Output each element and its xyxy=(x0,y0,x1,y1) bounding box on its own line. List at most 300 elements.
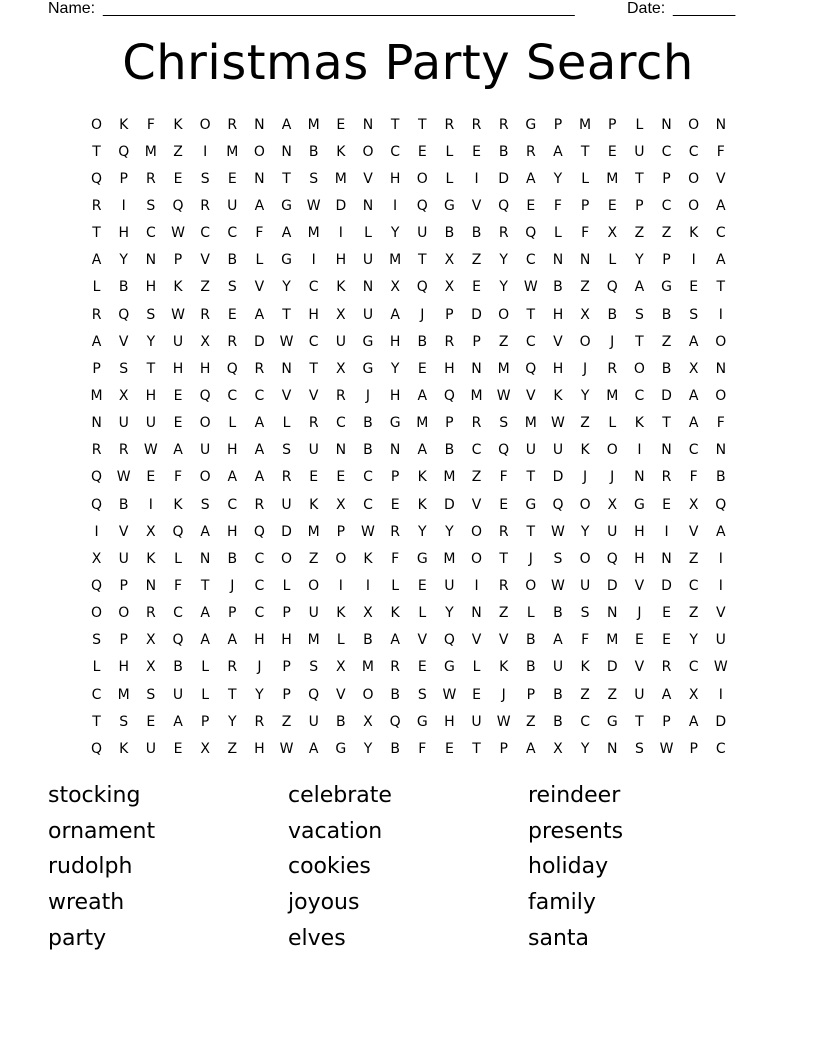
grid-letter: K xyxy=(119,740,129,757)
grid-letter: Q xyxy=(226,360,238,377)
grid-letter: X xyxy=(444,252,455,269)
grid-letter: H xyxy=(254,632,265,649)
grid-letter: T xyxy=(282,170,291,187)
grid-letter: D xyxy=(552,469,564,486)
grid-letter: D xyxy=(281,523,292,540)
grid-letter: X xyxy=(444,279,455,296)
grid-letter: K xyxy=(336,143,346,160)
grid-letter: K xyxy=(553,387,563,404)
grid-letter: K xyxy=(173,279,183,296)
grid-letter: N xyxy=(362,116,374,133)
grid-letter: R xyxy=(661,659,672,676)
grid-letter: H xyxy=(254,740,265,757)
grid-letter: S xyxy=(227,279,237,296)
grid-letter: A xyxy=(200,605,210,622)
grid-letter: E xyxy=(173,170,183,187)
grid-letter: V xyxy=(118,333,129,350)
grid-letter: P xyxy=(200,713,210,730)
grid-letter: D xyxy=(661,387,672,404)
grid-letter: U xyxy=(417,225,428,242)
grid-letter: L xyxy=(608,252,617,269)
grid-letter: C xyxy=(173,605,183,622)
grid-letter: Y xyxy=(363,740,373,757)
grid-letter: E xyxy=(417,659,427,676)
grid-letter: E xyxy=(227,306,237,323)
grid-letter: S xyxy=(553,550,563,567)
grid-letter: F xyxy=(418,740,427,757)
grid-letter: S xyxy=(634,740,644,757)
grid-letter: R xyxy=(471,415,482,432)
grid-letter: R xyxy=(118,442,129,459)
grid-letter: M xyxy=(334,170,347,187)
grid-letter: A xyxy=(200,523,210,540)
grid-letter: Q xyxy=(91,577,103,594)
grid-letter: R xyxy=(607,360,618,377)
grid-letter: U xyxy=(552,442,564,459)
grid-letter: X xyxy=(200,740,210,757)
grid-letter: C xyxy=(254,577,265,594)
grid-letter: M xyxy=(361,659,375,676)
grid-letter: V xyxy=(716,605,726,622)
grid-letter: P xyxy=(526,686,536,703)
grid-letter: P xyxy=(553,116,563,133)
grid-letter: H xyxy=(145,279,157,296)
grid-letter: C xyxy=(363,496,373,513)
grid-letter: O xyxy=(525,577,537,594)
grid-letter: R xyxy=(471,116,482,133)
grid-letter: M xyxy=(226,143,239,160)
grid-letter: A xyxy=(227,632,238,649)
grid-letter: E xyxy=(607,143,617,160)
grid-letter: T xyxy=(580,143,590,160)
grid-letter: C xyxy=(580,713,590,730)
grid-letter: G xyxy=(443,197,455,214)
grid-letter: R xyxy=(444,116,455,133)
grid-letter: R xyxy=(200,306,210,323)
grid-letter: O xyxy=(688,197,700,214)
grid-letter: A xyxy=(308,740,319,757)
grid-letter: B xyxy=(390,686,400,703)
grid-letter: H xyxy=(444,360,455,377)
grid-letter: S xyxy=(417,686,427,703)
grid-letter: X xyxy=(91,550,102,567)
grid-letter: J xyxy=(257,659,262,676)
grid-letter: Z xyxy=(498,333,509,350)
grid-letter: B xyxy=(553,279,563,296)
word-list xyxy=(48,779,768,957)
grid-letter: O xyxy=(91,605,103,622)
grid-letter: M xyxy=(389,252,402,269)
grid-letter: R xyxy=(227,333,238,350)
grid-letter: O xyxy=(91,116,103,133)
grid-letter: P xyxy=(445,415,454,432)
grid-letter: X xyxy=(200,333,210,350)
grid-letter: K xyxy=(390,605,400,622)
grid-letter: Q xyxy=(118,143,130,160)
grid-letter: Z xyxy=(200,279,210,296)
grid-letter: T xyxy=(92,225,101,242)
grid-letter: T xyxy=(227,686,237,703)
grid-letter: V xyxy=(200,252,210,269)
grid-letter: F xyxy=(581,632,590,649)
grid-letter: E xyxy=(173,415,183,432)
grid-letter: I xyxy=(718,306,723,323)
grid-letter: N xyxy=(145,252,157,269)
grid-letter: K xyxy=(309,496,319,513)
grid-letter: U xyxy=(335,333,346,350)
grid-letter: Y xyxy=(227,713,237,730)
grid-letter: B xyxy=(444,442,455,459)
grid-letter: A xyxy=(254,197,265,214)
grid-letter: P xyxy=(119,632,128,649)
grid-letter: T xyxy=(417,116,427,133)
grid-letter: Z xyxy=(661,225,672,242)
grid-letter: A xyxy=(661,686,672,703)
grid-letter: O xyxy=(199,469,211,486)
grid-letter: A xyxy=(227,469,238,486)
date-label: Date: xyxy=(627,0,666,17)
grid-letter: F xyxy=(553,197,562,214)
grid-letter: U xyxy=(200,442,211,459)
grid-letter: O xyxy=(606,442,618,459)
grid-letter: A xyxy=(390,306,400,323)
grid-letter: E xyxy=(336,116,346,133)
grid-letter: U xyxy=(525,442,536,459)
grid-letter: C xyxy=(688,442,699,459)
grid-letter: E xyxy=(662,632,671,649)
grid-letter: T xyxy=(309,360,318,377)
grid-letter: C xyxy=(227,496,238,513)
grid-letter: D xyxy=(606,659,618,676)
grid-letter: I xyxy=(718,550,723,567)
grid-letter: N xyxy=(471,605,482,622)
grid-letter: A xyxy=(716,523,726,540)
grid-letter: H xyxy=(552,360,564,377)
grid-letter: Z xyxy=(688,605,699,622)
grid-letter: G xyxy=(416,550,428,567)
grid-letter: A xyxy=(688,333,699,350)
grid-letter: C xyxy=(715,740,726,757)
grid-letter: X xyxy=(390,279,400,296)
grid-letter: N xyxy=(254,170,265,187)
grid-letter: B xyxy=(526,659,536,676)
grid-letter: M xyxy=(606,632,619,649)
grid-letter: X xyxy=(363,605,373,622)
grid-letter: Q xyxy=(443,387,455,404)
grid-letter: Q xyxy=(253,523,265,540)
grid-letter: Z xyxy=(661,333,672,350)
grid-letter: U xyxy=(634,686,645,703)
grid-letter: A xyxy=(254,415,265,432)
grid-letter: Y xyxy=(499,279,508,296)
grid-letter: Q xyxy=(91,496,103,513)
grid-letter: B xyxy=(661,360,672,377)
grid-letter: U xyxy=(308,605,319,622)
grid-letter: J xyxy=(610,333,615,350)
grid-letter: P xyxy=(662,713,671,730)
grid-letter: T xyxy=(92,713,101,730)
grid-letter: Q xyxy=(91,469,103,486)
grid-letter: M xyxy=(144,143,157,160)
grid-letter: I xyxy=(148,496,153,513)
grid-letter: H xyxy=(118,225,129,242)
grid-letter: I xyxy=(691,252,696,269)
grid-letter: Z xyxy=(227,740,238,757)
word-list-item: vacation xyxy=(288,818,383,844)
grid-letter: I xyxy=(718,686,723,703)
grid-letter: Q xyxy=(91,170,103,187)
grid-letter: Q xyxy=(498,197,510,214)
grid-letter: C xyxy=(254,387,265,404)
grid-letter: A xyxy=(173,713,183,730)
grid-letter: W xyxy=(306,197,321,214)
grid-letter: V xyxy=(471,632,482,649)
grid-letter: L xyxy=(526,605,535,622)
grid-letter: V xyxy=(363,170,373,187)
grid-letter: U xyxy=(118,550,129,567)
grid-letter: N xyxy=(634,469,645,486)
grid-letter: M xyxy=(117,686,130,703)
grid-letter: E xyxy=(146,713,156,730)
grid-letter: X xyxy=(336,306,346,323)
grid-letter: L xyxy=(418,605,427,622)
grid-letter: T xyxy=(472,740,481,757)
grid-letter: F xyxy=(716,415,725,432)
grid-letter: N xyxy=(389,442,401,459)
word-list-item: elves xyxy=(288,925,346,951)
grid-letter: J xyxy=(528,550,533,567)
grid-letter: Y xyxy=(580,740,590,757)
grid-letter: F xyxy=(146,116,155,133)
grid-letter: X xyxy=(336,360,346,377)
grid-letter: X xyxy=(607,496,618,513)
grid-letter: M xyxy=(470,387,483,404)
grid-letter: M xyxy=(307,632,320,649)
grid-letter: W xyxy=(551,415,565,432)
grid-letter: G xyxy=(335,740,347,757)
grid-letter: J xyxy=(583,360,588,377)
grid-letter: A xyxy=(526,740,536,757)
grid-letter: E xyxy=(336,469,346,486)
grid-letter: Q xyxy=(199,387,211,404)
grid-letter: J xyxy=(637,605,642,622)
grid-letter: K xyxy=(173,496,183,513)
grid-letter: X xyxy=(580,306,590,323)
grid-letter: O xyxy=(715,387,727,404)
grid-letter: K xyxy=(146,550,156,567)
grid-letter: C xyxy=(200,225,211,242)
grid-letter: K xyxy=(336,605,346,622)
grid-letter: T xyxy=(635,713,644,730)
grid-letter: K xyxy=(634,415,644,432)
grid-letter: N xyxy=(254,116,265,133)
word-list-item: wreath xyxy=(48,890,125,916)
grid-letter: R xyxy=(281,469,292,486)
grid-letter: G xyxy=(281,197,292,214)
grid-letter: K xyxy=(417,496,427,513)
grid-letter: P xyxy=(635,197,644,214)
grid-letter: W xyxy=(279,740,294,757)
grid-letter: T xyxy=(635,333,644,350)
grid-letter: B xyxy=(308,143,319,160)
grid-letter: P xyxy=(282,605,291,622)
grid-letter: P xyxy=(173,252,183,269)
grid-letter: M xyxy=(416,415,429,432)
grid-letter: R xyxy=(91,197,102,214)
grid-letter: B xyxy=(553,713,563,730)
grid-letter: V xyxy=(336,686,346,703)
grid-letter: A xyxy=(254,306,265,323)
grid-letter: V xyxy=(471,496,482,513)
grid-letter: Q xyxy=(172,523,184,540)
grid-letter: B xyxy=(553,605,563,622)
grid-letter: E xyxy=(417,143,427,160)
grid-letter: J xyxy=(365,387,371,404)
grid-letter: A xyxy=(634,279,645,296)
grid-letter: N xyxy=(715,116,727,133)
grid-letter: S xyxy=(309,659,319,676)
grid-letter: Z xyxy=(580,279,590,296)
grid-letter: O xyxy=(118,605,130,622)
grid-letter: Z xyxy=(173,143,183,160)
grid-letter: O xyxy=(253,143,265,160)
grid-letter: N xyxy=(715,442,727,459)
grid-letter: T xyxy=(146,360,156,377)
grid-letter: I xyxy=(311,252,316,269)
grid-letter: E xyxy=(146,469,156,486)
grid-letter: W xyxy=(496,387,511,404)
grid-letter: Q xyxy=(416,197,428,214)
grid-letter: L xyxy=(201,686,210,703)
grid-letter: X xyxy=(146,523,156,540)
grid-letter: L xyxy=(336,632,345,649)
grid-letter: V xyxy=(716,170,726,187)
grid-letter: E xyxy=(472,143,481,160)
grid-letter: N xyxy=(362,197,374,214)
grid-letter: M xyxy=(524,415,537,432)
grid-letter: G xyxy=(389,415,401,432)
grid-letter: Z xyxy=(471,252,482,269)
grid-letter: L xyxy=(201,659,210,676)
grid-letter: E xyxy=(417,577,427,594)
grid-letter: Y xyxy=(390,225,400,242)
grid-letter: O xyxy=(362,143,374,160)
grid-letter: N xyxy=(661,116,672,133)
grid-letter: X xyxy=(363,713,373,730)
grid-letter: L xyxy=(581,170,589,187)
grid-letter: Y xyxy=(689,632,698,649)
grid-letter: N xyxy=(199,550,211,567)
grid-letter: O xyxy=(471,523,483,540)
grid-letter: A xyxy=(688,713,699,730)
grid-letter: A xyxy=(281,116,292,133)
grid-letter: D xyxy=(444,496,455,513)
grid-letter: H xyxy=(172,360,184,377)
grid-letter: H xyxy=(389,387,401,404)
grid-letter: R xyxy=(390,523,400,540)
grid-letter: N xyxy=(661,442,672,459)
grid-letter: U xyxy=(362,306,374,323)
grid-letter: L xyxy=(445,143,454,160)
grid-letter: Z xyxy=(281,713,292,730)
grid-letter: A xyxy=(688,387,699,404)
grid-letter: Q xyxy=(715,496,727,513)
grid-letter: W xyxy=(171,306,185,323)
grid-letter: B xyxy=(227,252,238,269)
grid-letter: O xyxy=(579,496,591,513)
grid-letter: C xyxy=(254,550,265,567)
grid-letter: N xyxy=(607,605,618,622)
grid-letter: C xyxy=(145,225,156,242)
grid-letter: O xyxy=(281,550,293,567)
grid-letter: Y xyxy=(390,360,400,377)
grid-letter: R xyxy=(308,415,319,432)
grid-letter: V xyxy=(688,523,699,540)
grid-letter: I xyxy=(718,577,723,594)
grid-letter: F xyxy=(391,550,400,567)
grid-letter: B xyxy=(526,632,536,649)
word-list-item: family xyxy=(528,890,596,916)
grid-letter: B xyxy=(553,686,563,703)
grid-letter: R xyxy=(335,387,346,404)
grid-letter: U xyxy=(715,632,726,649)
grid-letter: A xyxy=(91,252,102,269)
grid-letter: G xyxy=(362,360,374,377)
grid-letter: R xyxy=(498,523,509,540)
grid-letter: A xyxy=(417,442,428,459)
grid-letter: P xyxy=(445,306,454,323)
grid-letter: E xyxy=(472,686,481,703)
grid-letter: A xyxy=(716,252,726,269)
grid-letter: X xyxy=(146,659,156,676)
grid-letter: Q xyxy=(172,632,184,649)
grid-letter: G xyxy=(661,279,672,296)
grid-letter: C xyxy=(525,333,536,350)
grid-letter: C xyxy=(688,659,699,676)
grid-letter: Q xyxy=(552,496,564,513)
grid-letter: I xyxy=(637,442,642,459)
grid-letter: C xyxy=(471,442,482,459)
grid-letter: U xyxy=(308,442,319,459)
grid-letter: O xyxy=(199,116,211,133)
grid-letter: K xyxy=(580,659,590,676)
grid-letter: R xyxy=(227,116,238,133)
grid-letter: Q xyxy=(443,632,455,649)
grid-letter: U xyxy=(145,415,156,432)
grid-letter: E xyxy=(173,387,183,404)
grid-letter: K xyxy=(173,116,183,133)
grid-letter: Y xyxy=(580,387,590,404)
grid-letter: G xyxy=(362,333,374,350)
grid-letter: S xyxy=(146,306,156,323)
grid-letter: C xyxy=(308,333,319,350)
grid-letter: W xyxy=(279,333,294,350)
grid-letter: M xyxy=(307,523,320,540)
grid-letter: E xyxy=(526,197,536,214)
grid-letter: Q xyxy=(118,306,130,323)
grid-letter: N xyxy=(579,252,591,269)
grid-letter: W xyxy=(523,279,538,296)
word-list-item: reindeer xyxy=(528,783,621,808)
grid-letter: Z xyxy=(580,686,590,703)
grid-letter: U xyxy=(281,496,292,513)
grid-letter: D xyxy=(606,577,618,594)
grid-letter: K xyxy=(417,469,427,486)
grid-letter: T xyxy=(662,415,671,432)
grid-letter: A xyxy=(254,442,265,459)
grid-letter: X xyxy=(688,686,699,703)
grid-letter: R xyxy=(254,496,265,513)
